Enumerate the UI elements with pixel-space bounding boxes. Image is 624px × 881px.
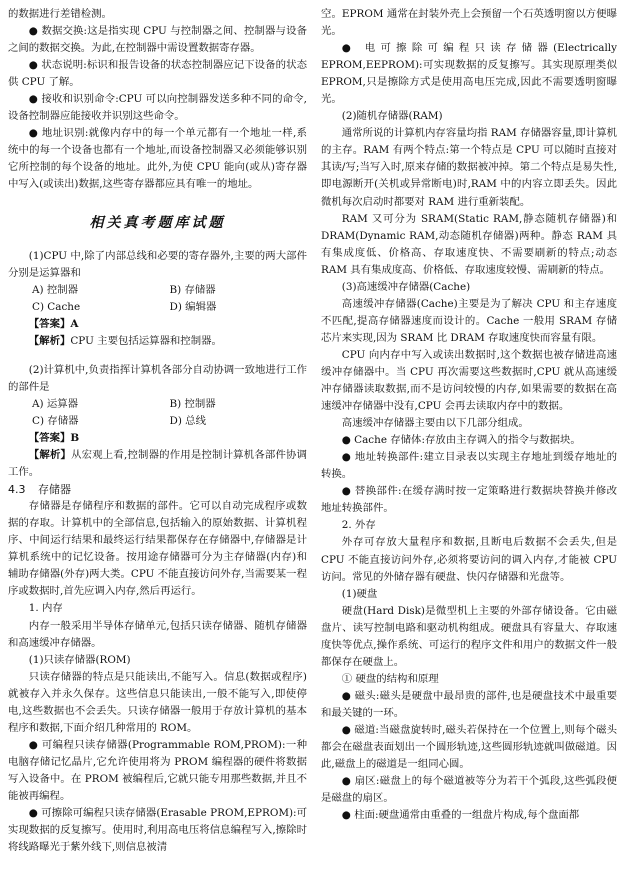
bullet-address: ● 地址识别:就像内存中的每一个单元都有一个地址一样,系统中的每一个设备也都有一个地址,而设备控制器又必须能够识别它所控制的每个设备的地址。此外,为使 CPU 能向(或从)寄存器中写入(或读出)数据,这些寄存器都应具有唯一的地址。 <box>8 127 307 191</box>
question-1-explanation <box>8 333 307 350</box>
explain-tag: 【解析】 <box>28 334 71 347</box>
answer-value: B <box>70 431 80 444</box>
bullet-sector: ● 扇区:磁盘上的每个磁道被等分为若干个弧段,这些弧段便是磁盘的扇区。 <box>321 775 617 805</box>
paragraph: 只读存储器的特点是只能读出,不能写入。信息(数据或程序)就被存入并永久保存。这些信息只能读出,一般不能写入,即使停电,这些数据也不会丢失。只读存储器一般用于存放计算机的基本程序和数据,下面介绍几种常用的 ROM。 <box>8 670 307 734</box>
option-c: C) 存储器 <box>32 414 79 427</box>
question-2-stem: (2)计算机中,负责指挥计算机各部分自动协调一致地进行工作的部件是 <box>8 363 307 393</box>
explain-text: CPU 主要包括运算器和控制器。 <box>70 334 222 347</box>
paragraph: 内存一般采用半导体存储单元,包括只读存储器、随机存储器和高速缓冲存储器。 <box>8 619 307 649</box>
subheading-rom: (1)只读存储器(ROM) <box>28 653 131 666</box>
left-column <box>8 6 307 856</box>
paragraph: 硬盘(Hard Disk)是微型机上主要的外部存储设备。它由磁盘片、读写控制电路和驱动机构组成。硬盘具有容量大、存取速度快等优点,操作系统、可运行的程序文件和用户的数据文件一般都保存在硬盘上。 <box>321 604 617 668</box>
question-1-stem: (1)CPU 中,除了内部总线和必要的寄存器外,主要的两大部件分别是运算器和 <box>8 249 307 279</box>
subheading-external-memory: 2. 外存 <box>341 519 376 532</box>
option-a: A) 运算器 <box>32 397 79 410</box>
question-1-options <box>8 282 307 316</box>
section-heading-4-3 <box>8 481 307 498</box>
option-d: D) 编辑器 <box>169 300 217 313</box>
subheading-cache: (3)高速缓冲存储器(Cache) <box>341 280 471 293</box>
section-heading-title: 存储器 <box>38 483 71 497</box>
question-2-options <box>8 396 307 430</box>
section-title: 相关真考题库试题 <box>89 214 226 231</box>
bullet-prom: ● 可编程只读存储器(Programmable ROM,PROM):一种电脑存储记忆晶片,它允许使用将为 PROM 编程器的硬件将数据写入设备中。在 PROM 被编程后,它就只能专用那些数据,并且不能被再编程。 <box>8 738 307 802</box>
bullet-data-exchange: ● 数据交换:这是指实现 CPU 与控制器之间、控制器与设备之间的数据交换。为此,在控制器中需设置数据寄存器。 <box>8 25 307 55</box>
option-c: C) Cache <box>32 300 81 313</box>
paragraph: CPU 向内存中写入或读出数据时,这个数据也被存储进高速缓冲存储器中。当 CPU 再次需要这些数据时,CPU 就从高速缓冲存储器读取数据,而不是访问较慢的内存,如果需要的数据在高速缓冲存储器中没有,CPU 会再去读取内存中的数据。 <box>321 348 617 413</box>
paragraph: 通常所说的计算机内存容量均指 RAM 存储器容量,即计算机的主存。RAM 有两个特点:第一个特点是 CPU 可以随时直接对其读/写;当写入时,原来存储的数据被冲掉。第二个特点是易失性,即电源断开(关机或异常断电)时,RAM 中的内容立即丢失。因此微机每次启动时都要对 RAM 进行重新装配。 <box>321 127 617 208</box>
option-a: A) 控制器 <box>32 283 79 296</box>
bullet-head: ● 磁头:磁头是硬盘中最昂贵的部件,也是硬盘技术中最重要和最关键的一环。 <box>321 689 617 719</box>
paragraph: 外存可存放大量程序和数据,且断电后数据不会丢失,但是 CPU 不能直接访问外存,必须将要访问的调入内存,才能被 CPU 访问。常见的外储存器有硬盘、快闪存储器和光盘等。 <box>321 536 617 583</box>
section-number: 4.3 <box>8 483 26 497</box>
right-column <box>321 6 617 824</box>
option-b: B) 存储器 <box>169 283 216 296</box>
paragraph: RAM 又可分为 SRAM(Static RAM,静态随机存储器)和 DRAM(Dynamic RAM,动态随机存储器)两种。静态 RAM 具有集成度低、价格高、存取速度快、不需要刷新的特点;动态 RAM 具有集成度高、价格低、存取速度较慢、需刷新的特点。 <box>321 212 617 276</box>
paragraph: 空。EPROM 通常在封装外壳上会预留一个石英透明窗以方便曝光。 <box>321 8 617 38</box>
subheading-hard-disk: (1)硬盘 <box>341 587 378 600</box>
paragraph: 高速缓冲存储器(Cache)主要是为了解决 CPU 和主存速度不匹配,提高存储器速度而设计的。Cache 一般用 SRAM 存储芯片来实现,因为 SRAM 比 DRAM 存取速度快而容量有限。 <box>321 297 617 344</box>
bullet-track: ● 磁道:当磁盘旋转时,磁头若保持在一个位置上,则每个磁头都会在磁盘表面划出一个圆形轨迹,这些圆形轨迹就叫做磁道。因此,磁盘上的磁道是一组同心圆。 <box>321 723 617 771</box>
answer-value: A <box>70 317 79 330</box>
subheading-internal-memory: 1. 内存 <box>28 602 63 615</box>
paragraph: 高速缓冲存储器主要由以下几部分组成。 <box>341 417 529 430</box>
option-d: D) 总线 <box>169 414 206 427</box>
paragraph: 的数据进行差错检测。 <box>8 8 112 20</box>
explain-tag: 【解析】 <box>28 449 72 462</box>
question-2-answer <box>8 430 307 447</box>
bullet-command: ● 接收和识别命令:CPU 可以向控制器发送多种不同的命令,设备控制器应能接收并识别这些命令。 <box>8 93 307 123</box>
paragraph: 存储器是存储程序和数据的部件。它可以自动完成程序或数据的存取。计算机中的全部信息,包括输入的原始数据、计算机程序、中间运行结果和最终运行结果都保存在存储器中,存储器是计算机系统中的记忆设备。按用途存储器可分为主存储器(内存)和辅助存储器(外存)两大类。CPU 不能直接访问外存,当需要某一程序或数据时,首先应调入内存,然后再运行。 <box>8 500 307 598</box>
question-1-answer <box>8 316 307 333</box>
subheading-disk-structure: ① 硬盘的结构和原理 <box>341 672 439 685</box>
bullet-status: ● 状态说明:标识和报告设备的状态控制器应记下设备的状态供 CPU 了解。 <box>8 59 307 89</box>
explain-text: 从宏观上看,控制器的作用是控制计算机各部件协调工作。 <box>8 449 307 479</box>
subheading-ram: (2)随机存储器(RAM) <box>341 110 443 123</box>
bullet-cylinder: ● 柱面:硬盘通常由重叠的一组盘片构成,每个盘面都 <box>341 809 580 822</box>
bullet-cache-storage: ● Cache 存储体:存放由主存调入的指令与数据块。 <box>341 434 581 447</box>
bullet-address-conversion: ● 地址转换部件:建立目录表以实现主存地址到缓存地址的转换。 <box>321 451 617 481</box>
option-b: B) 控制器 <box>169 397 216 410</box>
bullet-replacement: ● 替换部件:在缓存满时按一定策略进行数据块替换并修改地址转换部件。 <box>321 485 617 515</box>
answer-tag: 【答案】 <box>28 431 71 444</box>
bullet-eeprom: ● 电可擦除可编程只读存储器(Electrically EPROM,EEPROM):可实现数据的反复擦写。其实现原理类似 EPROM,只是擦除方式是使用高电压完成,因此不需要透明窗曝光。 <box>321 42 617 106</box>
answer-tag: 【答案】 <box>28 317 71 330</box>
bullet-eprom: ● 可擦除可编程只读存储器(Erasable PROM,EPROM):可实现数据的反复擦写。使用时,利用高电压将信息编程写入,擦除时将线路曝光于紫外线下,则信息被清 <box>8 807 307 854</box>
question-2-explanation <box>8 447 307 481</box>
